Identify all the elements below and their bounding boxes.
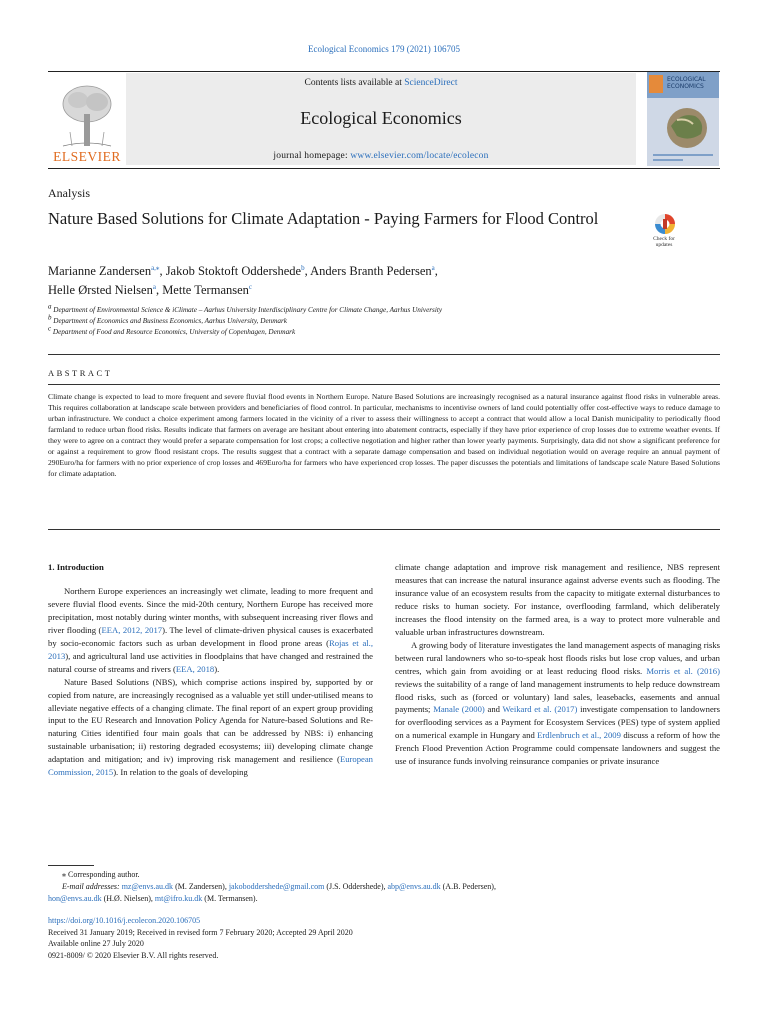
footnote-divider xyxy=(48,865,94,866)
crossmark-label: Check for updates xyxy=(653,236,675,248)
paragraph: Northern Europe experiences an increasingly wet climate, leading to more frequent and severe fluvial flood events. Since the mid-20th century, Northern Europe has received more precipitation, most notably during winter months, with subsequent increasing river flows and river flooding (EEA, 2012, 2017). The level of climate-driven physical causes is exacerbated by socio-economic factors such as urban development in flood prone areas (Rojas et al., 2013), and agricultural land use activities in floodplains that have changed and restrained the natural course of streams and rivers (EEA, 2018). xyxy=(48,585,373,674)
author-name[interactable]: Helle Ørsted Nielsen xyxy=(48,283,153,297)
email-link[interactable]: abp@envs.au.dk xyxy=(387,882,441,891)
body-column-left xyxy=(48,561,373,779)
abstract-heading: ABSTRACT xyxy=(48,368,113,378)
article-info-block xyxy=(48,915,720,961)
cover-title-2: ECONOMICS xyxy=(667,83,704,90)
paragraph: A growing body of literature investigates the land management aspects of managing risks between rural landowners who so-to-speak host floods risks but lose crop values, and urban centres, which gain from avoiding or at least reducing flood risks. Morris et al. (2016) reviews the suitability of a range of land management instruments to help reduce downstream flood risks, such as (forced or voluntary) land sales, leasebacks, easements and annual payments; Manale (2000) and Weikard et al. (2017) investigate compensation to landowners for overflooding services as a Payment for Ecosystem Services (PES) type of system applied on a numerical example in Hungary and Erdlenbruch et al., 2009 discuss a reform of how the French Flood Prevention Action Programme could compensate landowners and suggest the use of insurance funds involving reinsurance companies or private insurance xyxy=(395,639,720,767)
author-name[interactable]: Marianne Zandersen xyxy=(48,264,152,278)
paragraph: climate change adaptation and improve risk management and resilience, NBS represent measures that can increase the natural insurance against adverse events such as flooding. The insurance value of an ecosystem results from the capacity to mitigate external disturbances to reduce risks to human society. For instance, overflooding farmland, which deliberately increases the flood intensity on the farmed area, is a way to protect more vulnerable and valuable urban infrastructures downstream. xyxy=(395,562,720,637)
affiliation-item: $^c$ Department of Food and Resource Economics, University of Copenhagen, Denmark xyxy=(48,324,296,336)
affiliations xyxy=(48,302,708,338)
affiliation-item: $^b$ Department of Economics and Business Economics, Aarhus University, Denmark xyxy=(48,313,287,325)
email-link[interactable]: hon@envs.au.dk xyxy=(48,894,102,903)
author-affiliation-marker[interactable]: b xyxy=(301,263,305,272)
author-affiliation-marker[interactable]: a,⁎ xyxy=(151,263,160,272)
citation-link[interactable]: EEA, 2018 xyxy=(175,663,215,674)
author-affiliation-marker[interactable]: c xyxy=(248,282,253,291)
author-affiliation-marker[interactable]: a xyxy=(152,282,156,291)
citation-link[interactable]: Manale (2000) xyxy=(433,704,485,715)
citation-link[interactable]: Morris et al. (2016) xyxy=(646,665,720,676)
divider xyxy=(48,384,720,385)
citation-link[interactable]: Rojas et al., 2013 xyxy=(48,637,373,661)
citation-link[interactable]: Erdlenbruch et al., 2009 xyxy=(537,730,621,741)
article-title: Nature Based Solutions for Climate Adaptation - Paying Farmers for Flood Control xyxy=(48,209,599,228)
contents-line: Contents lists available at ScienceDirect xyxy=(304,78,458,88)
citation-link[interactable]: EEA, 2012, 2017 xyxy=(101,624,163,635)
email-addresses: E-mail addresses: mz@envs.au.dk (M. Zandersen), jakoboddershede@gmail.com (J.S. Oddershede), abp@envs.au.dk (A.B. Pedersen), xyxy=(62,882,496,891)
section-heading: 1. Introduction xyxy=(48,562,104,572)
author-name[interactable]: Anders Branth Pedersen xyxy=(310,264,432,278)
article-section-label: Analysis xyxy=(48,186,90,200)
journal-name: Ecological Economics xyxy=(300,108,462,128)
copyright: 0921-8009/ © 2020 Elsevier B.V. All rights reserved. xyxy=(48,950,219,960)
corresponding-author-note: ⁎ Corresponding author. xyxy=(62,870,140,879)
journal-citation[interactable]: Ecological Economics 179 (2021) 106705 xyxy=(308,44,460,54)
author-name[interactable]: Mette Termansen xyxy=(162,283,249,297)
elsevier-wordmark: ELSEVIER xyxy=(53,149,121,164)
author-affiliation-marker[interactable]: a xyxy=(431,263,435,272)
abstract-text: Climate change is expected to lead to more frequent and severe fluvial flood events in Northern Europe. Nature Based Solutions are increasingly recognised as a natural insurance against flood risks in vulnerable areas. This requires collaboration at landscape scale between providers and beneficiaries of flood control. In particular, mechanisms to incentivise owners of land could potentially offer cost-effective ways to reduce damage to urban infrastructure. We conduct a choice experiment among farmers located in the vicinity of a river to assess their willingness to accept a contract that would allow a local Danish municipality to periodically flood farmland to reduce urban flood risks. Results indicate that farmers on average are hesitant about entering into abatement contracts, especially if they have prior experience of crop losses due to extreme weather events. If they were to agree on a contract they would prefer a separate compensation for lost crops; a collective negotiation and higher rather than lower yearly payments. Surprisingly, data did not show a significant preference for or against a requirement to grow flood resistant crops. The results suggest that a contract with a separate damage compensation and based on individual negotiation would on average require an annual payment of 290Euro/ha for farmers with no prior experience of crop losses and 469Euro/ha for farmers who have experienced crop losses. The paper discusses the potentials and limitations of landscape scale Nature Based Solutions for climate adaptation. xyxy=(48,392,720,478)
divider xyxy=(48,529,720,530)
affiliation-item: $^a$ Department of Environmental Science & iClimate – Aarhus University Interdisciplinary Centre for Climate Change, Aarhus University xyxy=(48,302,443,314)
author-name[interactable]: Jakob Stoktoft Oddershede xyxy=(165,264,302,278)
author-list: Marianne Zandersen$^{a,⁎}$, Jakob Stoktoft Oddershede$^b$, Anders Branth Pedersen$^a$, Helle Ørsted Nielsen$^a$, Mette Termansen$^c$ xyxy=(48,263,438,297)
journal-homepage-line: journal homepage: www.elsevier.com/locate/ecolecon xyxy=(273,151,489,161)
sciencedirect-link[interactable]: ScienceDirect xyxy=(404,78,458,88)
email-addresses-continued: hon@envs.au.dk (H.Ø. Nielsen), mt@ifro.ku.dk (M. Termansen). xyxy=(48,894,258,903)
email-link[interactable]: mt@ifro.ku.dk xyxy=(154,894,203,903)
footnotes xyxy=(48,869,720,905)
citation-link[interactable]: Weikard et al. (2017) xyxy=(502,704,578,715)
journal-homepage-link[interactable]: www.elsevier.com/locate/ecolecon xyxy=(350,151,489,161)
email-link[interactable]: mz@envs.au.dk xyxy=(121,882,174,891)
journal-cover-thumbnail[interactable] xyxy=(647,72,719,166)
body-column-right xyxy=(395,561,720,768)
available-online: Available online 27 July 2020 xyxy=(48,939,144,949)
email-link[interactable]: jakoboddershede@gmail.com xyxy=(228,882,325,891)
paragraph: Nature Based Solutions (NBS), which comprise actions inspired by, supported by or copied from nature, are increasingly recognised as a valuable yet still under-utilised means to alleviate negative effects of a changing climate. The final report of an expert group providing input to the EU Research and Innovation Policy Agenda for Nature-based Solutions and Re-naturing Cities identified four main goals that can be addressed by NBS: i) enhancing sustainable urbanisation; ii) restoring degraded ecosystems; iii) developing climate change adaptation and mitigation; and iv) improving risk management and resilience (European Commission, 2015). In relation to the goals of developing xyxy=(48,676,373,778)
doi-link[interactable]: https://doi.org/10.1016/j.ecolecon.2020.106705 xyxy=(48,916,201,925)
divider xyxy=(48,354,720,355)
citation-link[interactable]: European Commission, 2015 xyxy=(48,754,373,778)
cover-title-1: ECOLOGICAL xyxy=(667,76,706,83)
received-dates: Received 31 January 2019; Received in revised form 7 February 2020; Accepted 29 April 2020 xyxy=(48,927,353,937)
